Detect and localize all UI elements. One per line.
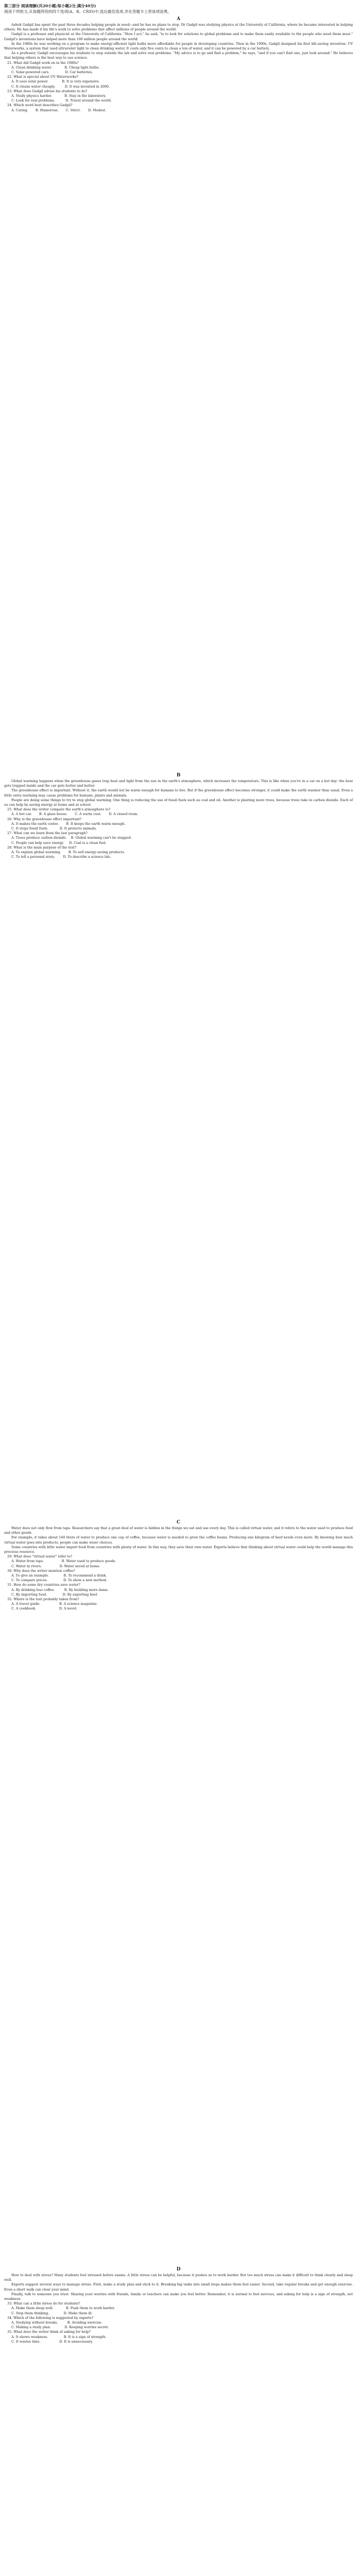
- question-options: A. A hot car. B. A glass house. C. A warm coat. D. A closed room.: [11, 812, 139, 817]
- question: 24. Which word best describes Gadgil?: [7, 103, 73, 108]
- header: [4, 3, 352, 14]
- paragraph: How to deal with stress? Many students feel stressed before exams. A little stress can be helpful, because it pushes us to work harder. But too much stress can make it difficult to think clearly and sleep well.: [4, 2273, 353, 2282]
- question-options: A. Clean drinking water. B. Cheap light bulbs. C. Solar-powered cars. D. Car batteries.: [11, 65, 100, 75]
- question: 31. How do some dry countries save water?: [7, 1583, 80, 1587]
- question: 21. What did Gadgil work on in the 1980s?: [7, 60, 79, 65]
- question-options: A. It makes the earth cooler. B. It keeps the earth warm enough. C. It stops fossil fuels. D. It protects animals.: [11, 821, 126, 831]
- section-letter: B: [176, 773, 181, 778]
- question: 34. Which of the following is suggested by experts?: [7, 2315, 94, 2320]
- question-options: A. It uses solar power. B. It is very expensive. C. It cleans water cheaply. D. It was invented in 2000.: [11, 79, 110, 89]
- passage-d: [4, 2267, 353, 2344]
- question: 22. What is special about UV Waterworks?: [7, 75, 78, 79]
- paragraph: As a professor, Gadgil encourages his students to step outside the lab and solve real problems. "My advice is to go and find a problem," he says, "and if you can't find one, just look around." He believes that helping others is the best way to use science.: [4, 51, 353, 60]
- paragraph: People are doing some things to try to stop global warming. One thing is reducing the use of fossil fuels such as coal and oil. Another is planting more trees, because trees take in carbon dioxide. Each of us can help by saving energy at home and at school.: [4, 798, 353, 807]
- section-letter: A: [177, 16, 180, 22]
- passage-c: [4, 1520, 353, 1612]
- paragraph: Water does not only flow from taps. Researchers say that a great deal of water is hidden in the things we eat and use every day. This is called virtual water, and it refers to the water used to produce food and other goods.: [4, 1526, 353, 1535]
- question-options: A. Studying without breaks. B. Avoiding exercise. C. Making a study plan. D. Keeping worries secret.: [11, 2320, 109, 2330]
- question-options: A. Study physics harder. B. Stay in the laboratory. C. Look for real problems. D. Travel around the world.: [11, 94, 112, 103]
- paragraph: Some countries with little water import food from countries with plenty of water. In this way, they save their own water. Experts believe that thinking about virtual water could help the world manage this precious resource.: [4, 1545, 353, 1554]
- question: 29. What does "virtual water" refer to?: [7, 1554, 73, 1559]
- question-options: A. Make them sleep well. B. Push them to work harder. C. Stop them thinking. D. Make them ill.: [11, 2306, 115, 2315]
- question: 32. Where is the text probably taken from?: [7, 1597, 79, 1602]
- question: 35. What does the writer think of asking for help?: [7, 2330, 91, 2334]
- paragraph: Global warming happens when the greenhouse gases trap heat and light from the sun in the earth's atmosphere, which increases the temperature. This is like when you're in a car on a hot day: the heat gets trapped inside and the car gets hotter and hotter.: [4, 779, 353, 788]
- question: 30. Why does the writer mention coffee?: [7, 1568, 75, 1573]
- question: 33. What can a little stress do for students?: [7, 2301, 80, 2306]
- paragraph: For example, it takes about 140 liters of water to produce one cup of coffee, because water is needed to grow the coffee beans. Producing one kilogram of beef needs even more. By knowing how much virtual water goes into products, people can make wiser choices.: [4, 1535, 353, 1545]
- question-options: A. A travel guide. B. A science magazine. C. A cookbook. D. A novel.: [11, 1602, 98, 1611]
- question-options: A. Caring. B. Humorous. C. Strict. D. Modest.: [11, 108, 107, 112]
- question: 28. What is the main purpose of the text?: [7, 845, 77, 850]
- question: 27. What can we learn from the last paragraph?: [7, 831, 88, 836]
- question-options: A. To explain global warming. B. To sell energy-saving products. C. To tell a personal story. D. To describe a science lab.: [11, 850, 125, 859]
- paragraph: In the 1980s he was working on a program to make energy-efficient light bulbs more affordable for people in developing countries. Then in the 1990s, Gadgil designed his first life-saving invention: UV Waterworks, a system that used ultraviolet light to clean drinking water. It costs only five cents to clean a ton of water, and it can be powered by a car battery.: [4, 41, 353, 51]
- question: 23. What does Gadgil advise his students to do?: [7, 89, 88, 93]
- paragraph: Experts suggest several ways to manage stress. First, make a study plan and stick to it. Breaking big tasks into small steps makes them feel easier. Second, take regular breaks and get enough exercise. Even a short walk can clear your mind.: [4, 2282, 353, 2292]
- question-options: A. Water from taps. B. Water used to produce goods. C. Water in rivers. D. Water saved at home.: [11, 1559, 116, 1568]
- paragraph: Gadgil is a professor and physicist at the University of California. "How I act," he said, "is to look for solutions to global problems and to make them easily available to the people who need them most." Gadgil's inventions have helped more than 100 million people around the world.: [4, 32, 353, 41]
- question-options: A. It shows weakness. B. It is a sign of strength. C. It wastes time. D. It is unnecessary.: [11, 2334, 107, 2344]
- section-letter: D: [176, 2267, 181, 2272]
- question-options: A. By drinking less coffee. B. By building more dams. C. By importing food. D. By exporting beef.: [11, 1587, 109, 1597]
- paragraph: The greenhouse effect is important. Without it, the earth would not be warm enough for humans to live. But if the greenhouse effect becomes stronger, it could make the earth warmer than usual. Even a little extra warming may cause problems for humans, plants and animals.: [4, 788, 353, 798]
- question: 25. What does the writer compare the earth's atmosphere to?: [7, 807, 111, 812]
- question-options: A. To give an example. B. To recommend a drink. C. To compare prices. D. To show a new method.: [11, 1573, 108, 1583]
- passage-b: [4, 773, 353, 859]
- header-line-2: 阅读下列短文,从每题所给的四个选项(A、B、C和D)中,选出最佳选项,并在答题卡上将该项涂黑。: [4, 9, 172, 14]
- paragraph: Finally, talk to someone you trust. Sharing your worries with friends, family or teachers can make you feel better. Remember, it is normal to feel nervous, and asking for help is a sign of strength, not weakness.: [4, 2292, 353, 2301]
- header-line-1: 第三部分 阅读理解(共20小题;每小题2分,满分40分): [4, 4, 96, 8]
- question-options: A. Trees produce carbon dioxide. B. Global warming can't be stopped. C. People can help save energy. D. Coal is a clean fuel.: [11, 836, 132, 845]
- paragraph: Ashok Gadgil has spent the past three decades helping people in need—and he has no plans to stop. Dr Gadgil was studying physics at the University of California, where he became interested in helping others. He has made it his life's work to solve problems that affect millions of people around the world.: [4, 23, 353, 32]
- section-letter: C: [176, 1520, 181, 1525]
- passage-a: [4, 16, 353, 113]
- question: 26. Why is the greenhouse effect important?: [7, 817, 82, 821]
